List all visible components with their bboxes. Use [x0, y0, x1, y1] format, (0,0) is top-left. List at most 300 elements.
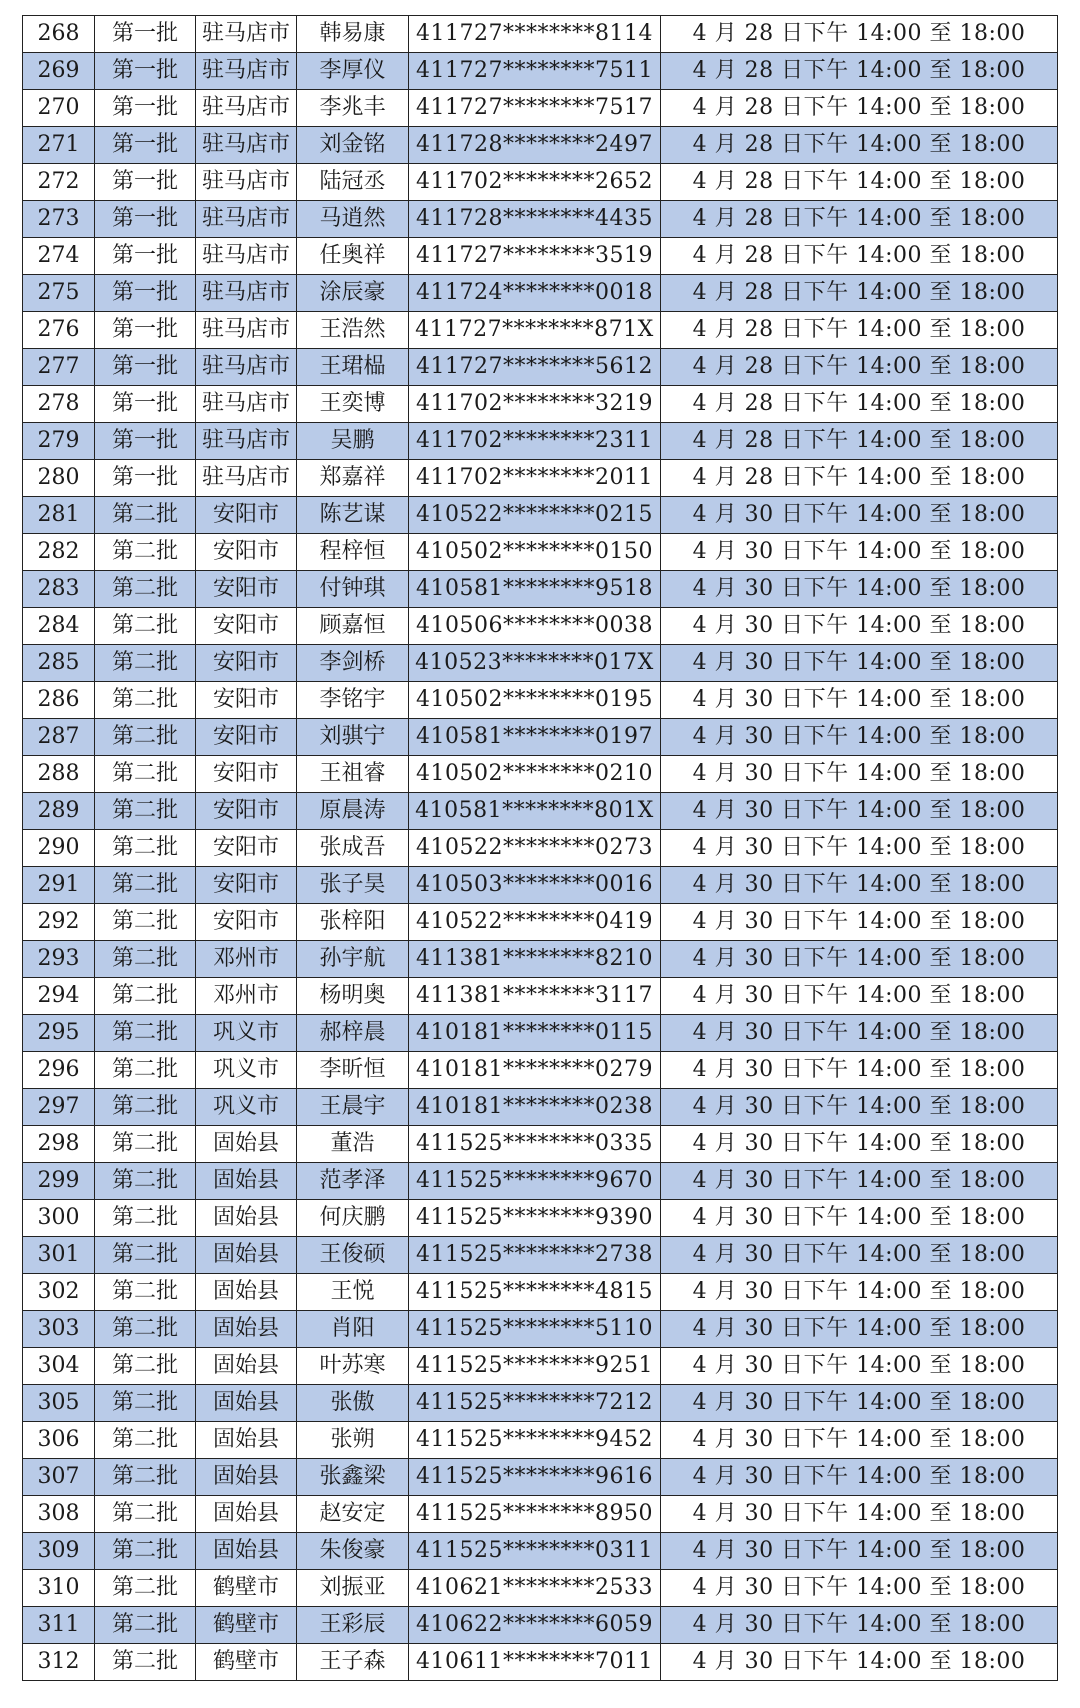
time-slot-cell: 4 月 30 日下午 14:00 至 18:00: [661, 978, 1058, 1015]
batch-cell: 第二批: [95, 830, 196, 867]
serial-number-cell: 307: [23, 1459, 95, 1496]
table-row: [23, 756, 1058, 793]
city-cell: 驻马店市: [196, 53, 297, 90]
id-number-cell: 411702********2311: [409, 423, 661, 460]
table-row: [23, 1015, 1058, 1052]
id-number-cell: 411727********8114: [409, 16, 661, 53]
time-slot-cell: 4 月 30 日下午 14:00 至 18:00: [661, 1052, 1058, 1089]
batch-cell: 第二批: [95, 941, 196, 978]
table-row: [23, 941, 1058, 978]
name-cell: 王俊硕: [297, 1237, 409, 1274]
time-slot-cell: 4 月 30 日下午 14:00 至 18:00: [661, 1348, 1058, 1385]
batch-cell: 第二批: [95, 1311, 196, 1348]
table-row: [23, 793, 1058, 830]
serial-number-cell: 308: [23, 1496, 95, 1533]
table-row: [23, 867, 1058, 904]
name-cell: 涂辰豪: [297, 275, 409, 312]
city-cell: 驻马店市: [196, 164, 297, 201]
id-number-cell: 410506********0038: [409, 608, 661, 645]
table-row: [23, 1200, 1058, 1237]
name-cell: 马逍然: [297, 201, 409, 238]
name-cell: 陆冠丞: [297, 164, 409, 201]
name-cell: 朱俊豪: [297, 1533, 409, 1570]
time-slot-cell: 4 月 30 日下午 14:00 至 18:00: [661, 1496, 1058, 1533]
serial-number-cell: 306: [23, 1422, 95, 1459]
name-cell: 张梓阳: [297, 904, 409, 941]
batch-cell: 第一批: [95, 275, 196, 312]
table-row: [23, 1052, 1058, 1089]
serial-number-cell: 289: [23, 793, 95, 830]
name-cell: 肖阳: [297, 1311, 409, 1348]
id-number-cell: 410502********0210: [409, 756, 661, 793]
id-number-cell: 410522********0215: [409, 497, 661, 534]
time-slot-cell: 4 月 30 日下午 14:00 至 18:00: [661, 1126, 1058, 1163]
time-slot-cell: 4 月 28 日下午 14:00 至 18:00: [661, 238, 1058, 275]
serial-number-cell: 282: [23, 534, 95, 571]
city-cell: 邓州市: [196, 978, 297, 1015]
time-slot-cell: 4 月 30 日下午 14:00 至 18:00: [661, 534, 1058, 571]
table-row: [23, 719, 1058, 756]
id-number-cell: 410522********0273: [409, 830, 661, 867]
id-number-cell: 410581********0197: [409, 719, 661, 756]
serial-number-cell: 305: [23, 1385, 95, 1422]
id-number-cell: 410621********2533: [409, 1570, 661, 1607]
id-number-cell: 411525********4815: [409, 1274, 661, 1311]
table-row: [23, 201, 1058, 238]
table-row: [23, 386, 1058, 423]
city-cell: 固始县: [196, 1496, 297, 1533]
name-cell: 刘骐宁: [297, 719, 409, 756]
city-cell: 邓州市: [196, 941, 297, 978]
serial-number-cell: 269: [23, 53, 95, 90]
id-number-cell: 411525********9616: [409, 1459, 661, 1496]
city-cell: 驻马店市: [196, 349, 297, 386]
table-row: [23, 127, 1058, 164]
city-cell: 安阳市: [196, 608, 297, 645]
name-cell: 王祖睿: [297, 756, 409, 793]
batch-cell: 第二批: [95, 719, 196, 756]
name-cell: 叶苏寒: [297, 1348, 409, 1385]
time-slot-cell: 4 月 30 日下午 14:00 至 18:00: [661, 1422, 1058, 1459]
name-cell: 王彩辰: [297, 1607, 409, 1644]
time-slot-cell: 4 月 30 日下午 14:00 至 18:00: [661, 497, 1058, 534]
id-number-cell: 410523********017X: [409, 645, 661, 682]
time-slot-cell: 4 月 28 日下午 14:00 至 18:00: [661, 164, 1058, 201]
table-row: [23, 645, 1058, 682]
serial-number-cell: 311: [23, 1607, 95, 1644]
serial-number-cell: 296: [23, 1052, 95, 1089]
batch-cell: 第二批: [95, 608, 196, 645]
id-number-cell: 411525********8950: [409, 1496, 661, 1533]
city-cell: 固始县: [196, 1126, 297, 1163]
time-slot-cell: 4 月 30 日下午 14:00 至 18:00: [661, 793, 1058, 830]
serial-number-cell: 294: [23, 978, 95, 1015]
batch-cell: 第一批: [95, 423, 196, 460]
batch-cell: 第一批: [95, 127, 196, 164]
table-row: [23, 90, 1058, 127]
name-cell: 张鑫梁: [297, 1459, 409, 1496]
serial-number-cell: 287: [23, 719, 95, 756]
serial-number-cell: 299: [23, 1163, 95, 1200]
name-cell: 王子森: [297, 1644, 409, 1681]
name-cell: 杨明奥: [297, 978, 409, 1015]
serial-number-cell: 272: [23, 164, 95, 201]
time-slot-cell: 4 月 30 日下午 14:00 至 18:00: [661, 608, 1058, 645]
name-cell: 刘振亚: [297, 1570, 409, 1607]
id-number-cell: 410502********0195: [409, 682, 661, 719]
name-cell: 王悦: [297, 1274, 409, 1311]
city-cell: 固始县: [196, 1274, 297, 1311]
id-number-cell: 410581********801X: [409, 793, 661, 830]
city-cell: 巩义市: [196, 1052, 297, 1089]
id-number-cell: 411727********5612: [409, 349, 661, 386]
serial-number-cell: 295: [23, 1015, 95, 1052]
city-cell: 安阳市: [196, 534, 297, 571]
name-cell: 张成吾: [297, 830, 409, 867]
id-number-cell: 411525********9670: [409, 1163, 661, 1200]
time-slot-cell: 4 月 28 日下午 14:00 至 18:00: [661, 53, 1058, 90]
serial-number-cell: 312: [23, 1644, 95, 1681]
city-cell: 驻马店市: [196, 90, 297, 127]
id-number-cell: 411728********4435: [409, 201, 661, 238]
id-number-cell: 411728********2497: [409, 127, 661, 164]
time-slot-cell: 4 月 30 日下午 14:00 至 18:00: [661, 1237, 1058, 1274]
city-cell: 固始县: [196, 1200, 297, 1237]
city-cell: 固始县: [196, 1459, 297, 1496]
name-cell: 李兆丰: [297, 90, 409, 127]
id-number-cell: 411525********5110: [409, 1311, 661, 1348]
table-row: [23, 1126, 1058, 1163]
city-cell: 安阳市: [196, 719, 297, 756]
city-cell: 固始县: [196, 1237, 297, 1274]
batch-cell: 第一批: [95, 201, 196, 238]
table-row: [23, 1459, 1058, 1496]
id-number-cell: 411525********0335: [409, 1126, 661, 1163]
batch-cell: 第一批: [95, 349, 196, 386]
serial-number-cell: 279: [23, 423, 95, 460]
id-number-cell: 411525********9390: [409, 1200, 661, 1237]
serial-number-cell: 291: [23, 867, 95, 904]
serial-number-cell: 278: [23, 386, 95, 423]
id-number-cell: 410503********0016: [409, 867, 661, 904]
id-number-cell: 411525********7212: [409, 1385, 661, 1422]
time-slot-cell: 4 月 30 日下午 14:00 至 18:00: [661, 1089, 1058, 1126]
batch-cell: 第一批: [95, 164, 196, 201]
time-slot-cell: 4 月 30 日下午 14:00 至 18:00: [661, 1274, 1058, 1311]
city-cell: 安阳市: [196, 756, 297, 793]
city-cell: 驻马店市: [196, 127, 297, 164]
time-slot-cell: 4 月 30 日下午 14:00 至 18:00: [661, 1570, 1058, 1607]
name-cell: 张傲: [297, 1385, 409, 1422]
id-number-cell: 410622********6059: [409, 1607, 661, 1644]
name-cell: 张子昊: [297, 867, 409, 904]
time-slot-cell: 4 月 30 日下午 14:00 至 18:00: [661, 904, 1058, 941]
city-cell: 固始县: [196, 1422, 297, 1459]
batch-cell: 第二批: [95, 1052, 196, 1089]
name-cell: 韩易康: [297, 16, 409, 53]
table-row: [23, 1570, 1058, 1607]
city-cell: 固始县: [196, 1533, 297, 1570]
serial-number-cell: 300: [23, 1200, 95, 1237]
id-number-cell: 410181********0279: [409, 1052, 661, 1089]
name-cell: 王晨宇: [297, 1089, 409, 1126]
name-cell: 付钟琪: [297, 571, 409, 608]
table-row: [23, 423, 1058, 460]
name-cell: 郑嘉祥: [297, 460, 409, 497]
time-slot-cell: 4 月 28 日下午 14:00 至 18:00: [661, 127, 1058, 164]
city-cell: 安阳市: [196, 571, 297, 608]
serial-number-cell: 309: [23, 1533, 95, 1570]
serial-number-cell: 302: [23, 1274, 95, 1311]
name-cell: 刘金铭: [297, 127, 409, 164]
batch-cell: 第二批: [95, 1163, 196, 1200]
time-slot-cell: 4 月 30 日下午 14:00 至 18:00: [661, 1163, 1058, 1200]
time-slot-cell: 4 月 30 日下午 14:00 至 18:00: [661, 1459, 1058, 1496]
table-row: [23, 1496, 1058, 1533]
serial-number-cell: 280: [23, 460, 95, 497]
city-cell: 安阳市: [196, 867, 297, 904]
city-cell: 鹤壁市: [196, 1570, 297, 1607]
serial-number-cell: 301: [23, 1237, 95, 1274]
id-number-cell: 411724********0018: [409, 275, 661, 312]
serial-number-cell: 276: [23, 312, 95, 349]
name-cell: 原晨涛: [297, 793, 409, 830]
time-slot-cell: 4 月 28 日下午 14:00 至 18:00: [661, 16, 1058, 53]
time-slot-cell: 4 月 30 日下午 14:00 至 18:00: [661, 1200, 1058, 1237]
serial-number-cell: 285: [23, 645, 95, 682]
table-row: [23, 1274, 1058, 1311]
id-number-cell: 411727********7511: [409, 53, 661, 90]
batch-cell: 第一批: [95, 460, 196, 497]
table-row: [23, 1385, 1058, 1422]
city-cell: 固始县: [196, 1311, 297, 1348]
table-row: [23, 830, 1058, 867]
serial-number-cell: 275: [23, 275, 95, 312]
table-row: [23, 978, 1058, 1015]
city-cell: 安阳市: [196, 830, 297, 867]
serial-number-cell: 293: [23, 941, 95, 978]
batch-cell: 第一批: [95, 312, 196, 349]
serial-number-cell: 268: [23, 16, 95, 53]
batch-cell: 第二批: [95, 1015, 196, 1052]
id-number-cell: 411525********9251: [409, 1348, 661, 1385]
time-slot-cell: 4 月 30 日下午 14:00 至 18:00: [661, 756, 1058, 793]
time-slot-cell: 4 月 30 日下午 14:00 至 18:00: [661, 1015, 1058, 1052]
name-cell: 任奥祥: [297, 238, 409, 275]
serial-number-cell: 290: [23, 830, 95, 867]
time-slot-cell: 4 月 30 日下午 14:00 至 18:00: [661, 645, 1058, 682]
id-number-cell: 410181********0115: [409, 1015, 661, 1052]
name-cell: 董浩: [297, 1126, 409, 1163]
serial-number-cell: 304: [23, 1348, 95, 1385]
batch-cell: 第二批: [95, 1385, 196, 1422]
batch-cell: 第二批: [95, 1274, 196, 1311]
id-number-cell: 411702********3219: [409, 386, 661, 423]
city-cell: 安阳市: [196, 497, 297, 534]
city-cell: 安阳市: [196, 793, 297, 830]
batch-cell: 第二批: [95, 1533, 196, 1570]
serial-number-cell: 286: [23, 682, 95, 719]
time-slot-cell: 4 月 28 日下午 14:00 至 18:00: [661, 386, 1058, 423]
city-cell: 巩义市: [196, 1089, 297, 1126]
name-cell: 范孝泽: [297, 1163, 409, 1200]
time-slot-cell: 4 月 28 日下午 14:00 至 18:00: [661, 275, 1058, 312]
id-number-cell: 411727********3519: [409, 238, 661, 275]
serial-number-cell: 271: [23, 127, 95, 164]
table-row: [23, 238, 1058, 275]
batch-cell: 第二批: [95, 756, 196, 793]
time-slot-cell: 4 月 28 日下午 14:00 至 18:00: [661, 201, 1058, 238]
time-slot-cell: 4 月 30 日下午 14:00 至 18:00: [661, 830, 1058, 867]
serial-number-cell: 284: [23, 608, 95, 645]
table-row: [23, 1348, 1058, 1385]
city-cell: 驻马店市: [196, 386, 297, 423]
serial-number-cell: 281: [23, 497, 95, 534]
table-row: [23, 534, 1058, 571]
batch-cell: 第一批: [95, 90, 196, 127]
batch-cell: 第二批: [95, 1089, 196, 1126]
time-slot-cell: 4 月 30 日下午 14:00 至 18:00: [661, 1385, 1058, 1422]
batch-cell: 第二批: [95, 534, 196, 571]
time-slot-cell: 4 月 30 日下午 14:00 至 18:00: [661, 1644, 1058, 1681]
table-row: [23, 1533, 1058, 1570]
id-number-cell: 411727********7517: [409, 90, 661, 127]
city-cell: 巩义市: [196, 1015, 297, 1052]
batch-cell: 第二批: [95, 1126, 196, 1163]
id-number-cell: 411525********9452: [409, 1422, 661, 1459]
city-cell: 驻马店市: [196, 275, 297, 312]
time-slot-cell: 4 月 30 日下午 14:00 至 18:00: [661, 941, 1058, 978]
batch-cell: 第二批: [95, 497, 196, 534]
time-slot-cell: 4 月 30 日下午 14:00 至 18:00: [661, 719, 1058, 756]
city-cell: 驻马店市: [196, 238, 297, 275]
serial-number-cell: 292: [23, 904, 95, 941]
name-cell: 王浩然: [297, 312, 409, 349]
time-slot-cell: 4 月 28 日下午 14:00 至 18:00: [661, 423, 1058, 460]
batch-cell: 第一批: [95, 53, 196, 90]
batch-cell: 第二批: [95, 1200, 196, 1237]
serial-number-cell: 298: [23, 1126, 95, 1163]
id-number-cell: 411727********871X: [409, 312, 661, 349]
id-number-cell: 411525********0311: [409, 1533, 661, 1570]
city-cell: 固始县: [196, 1348, 297, 1385]
batch-cell: 第二批: [95, 1644, 196, 1681]
id-number-cell: 411525********2738: [409, 1237, 661, 1274]
batch-cell: 第二批: [95, 904, 196, 941]
name-cell: 程梓恒: [297, 534, 409, 571]
batch-cell: 第一批: [95, 238, 196, 275]
name-cell: 王珺榀: [297, 349, 409, 386]
name-cell: 张朔: [297, 1422, 409, 1459]
table-row: [23, 16, 1058, 53]
id-number-cell: 411381********3117: [409, 978, 661, 1015]
batch-cell: 第二批: [95, 1607, 196, 1644]
serial-number-cell: 310: [23, 1570, 95, 1607]
table-row: [23, 497, 1058, 534]
city-cell: 固始县: [196, 1163, 297, 1200]
batch-cell: 第二批: [95, 978, 196, 1015]
name-cell: 王奕博: [297, 386, 409, 423]
time-slot-cell: 4 月 28 日下午 14:00 至 18:00: [661, 90, 1058, 127]
roster-table: [22, 15, 1058, 1681]
name-cell: 陈艺谋: [297, 497, 409, 534]
id-number-cell: 410522********0419: [409, 904, 661, 941]
name-cell: 李铭宇: [297, 682, 409, 719]
id-number-cell: 411702********2011: [409, 460, 661, 497]
name-cell: 李厚仪: [297, 53, 409, 90]
table-row: [23, 904, 1058, 941]
batch-cell: 第一批: [95, 16, 196, 53]
city-cell: 固始县: [196, 1385, 297, 1422]
id-number-cell: 410502********0150: [409, 534, 661, 571]
time-slot-cell: 4 月 28 日下午 14:00 至 18:00: [661, 460, 1058, 497]
serial-number-cell: 297: [23, 1089, 95, 1126]
table-row: [23, 164, 1058, 201]
time-slot-cell: 4 月 30 日下午 14:00 至 18:00: [661, 571, 1058, 608]
city-cell: 鹤壁市: [196, 1607, 297, 1644]
time-slot-cell: 4 月 30 日下午 14:00 至 18:00: [661, 867, 1058, 904]
batch-cell: 第二批: [95, 1570, 196, 1607]
table-row: [23, 1422, 1058, 1459]
table-row: [23, 682, 1058, 719]
serial-number-cell: 283: [23, 571, 95, 608]
city-cell: 安阳市: [196, 682, 297, 719]
time-slot-cell: 4 月 28 日下午 14:00 至 18:00: [661, 312, 1058, 349]
batch-cell: 第二批: [95, 1237, 196, 1274]
batch-cell: 第二批: [95, 682, 196, 719]
city-cell: 驻马店市: [196, 460, 297, 497]
time-slot-cell: 4 月 30 日下午 14:00 至 18:00: [661, 1607, 1058, 1644]
batch-cell: 第二批: [95, 571, 196, 608]
id-number-cell: 411381********8210: [409, 941, 661, 978]
time-slot-cell: 4 月 28 日下午 14:00 至 18:00: [661, 349, 1058, 386]
name-cell: 李昕恒: [297, 1052, 409, 1089]
table-row: [23, 608, 1058, 645]
batch-cell: 第二批: [95, 867, 196, 904]
serial-number-cell: 270: [23, 90, 95, 127]
name-cell: 吴鹏: [297, 423, 409, 460]
time-slot-cell: 4 月 30 日下午 14:00 至 18:00: [661, 1311, 1058, 1348]
time-slot-cell: 4 月 30 日下午 14:00 至 18:00: [661, 1533, 1058, 1570]
city-cell: 驻马店市: [196, 312, 297, 349]
batch-cell: 第二批: [95, 1348, 196, 1385]
city-cell: 安阳市: [196, 904, 297, 941]
id-number-cell: 410611********7011: [409, 1644, 661, 1681]
batch-cell: 第一批: [95, 386, 196, 423]
table-row: [23, 275, 1058, 312]
name-cell: 赵安定: [297, 1496, 409, 1533]
table-row: [23, 571, 1058, 608]
city-cell: 鹤壁市: [196, 1644, 297, 1681]
batch-cell: 第二批: [95, 1422, 196, 1459]
serial-number-cell: 288: [23, 756, 95, 793]
batch-cell: 第二批: [95, 793, 196, 830]
time-slot-cell: 4 月 30 日下午 14:00 至 18:00: [661, 682, 1058, 719]
id-number-cell: 410181********0238: [409, 1089, 661, 1126]
table-row: [23, 312, 1058, 349]
batch-cell: 第二批: [95, 1459, 196, 1496]
batch-cell: 第二批: [95, 1496, 196, 1533]
name-cell: 郝梓晨: [297, 1015, 409, 1052]
name-cell: 何庆鹏: [297, 1200, 409, 1237]
serial-number-cell: 303: [23, 1311, 95, 1348]
city-cell: 安阳市: [196, 645, 297, 682]
table-row: [23, 460, 1058, 497]
id-number-cell: 410581********9518: [409, 571, 661, 608]
table-row: [23, 1089, 1058, 1126]
serial-number-cell: 273: [23, 201, 95, 238]
table-row: [23, 53, 1058, 90]
